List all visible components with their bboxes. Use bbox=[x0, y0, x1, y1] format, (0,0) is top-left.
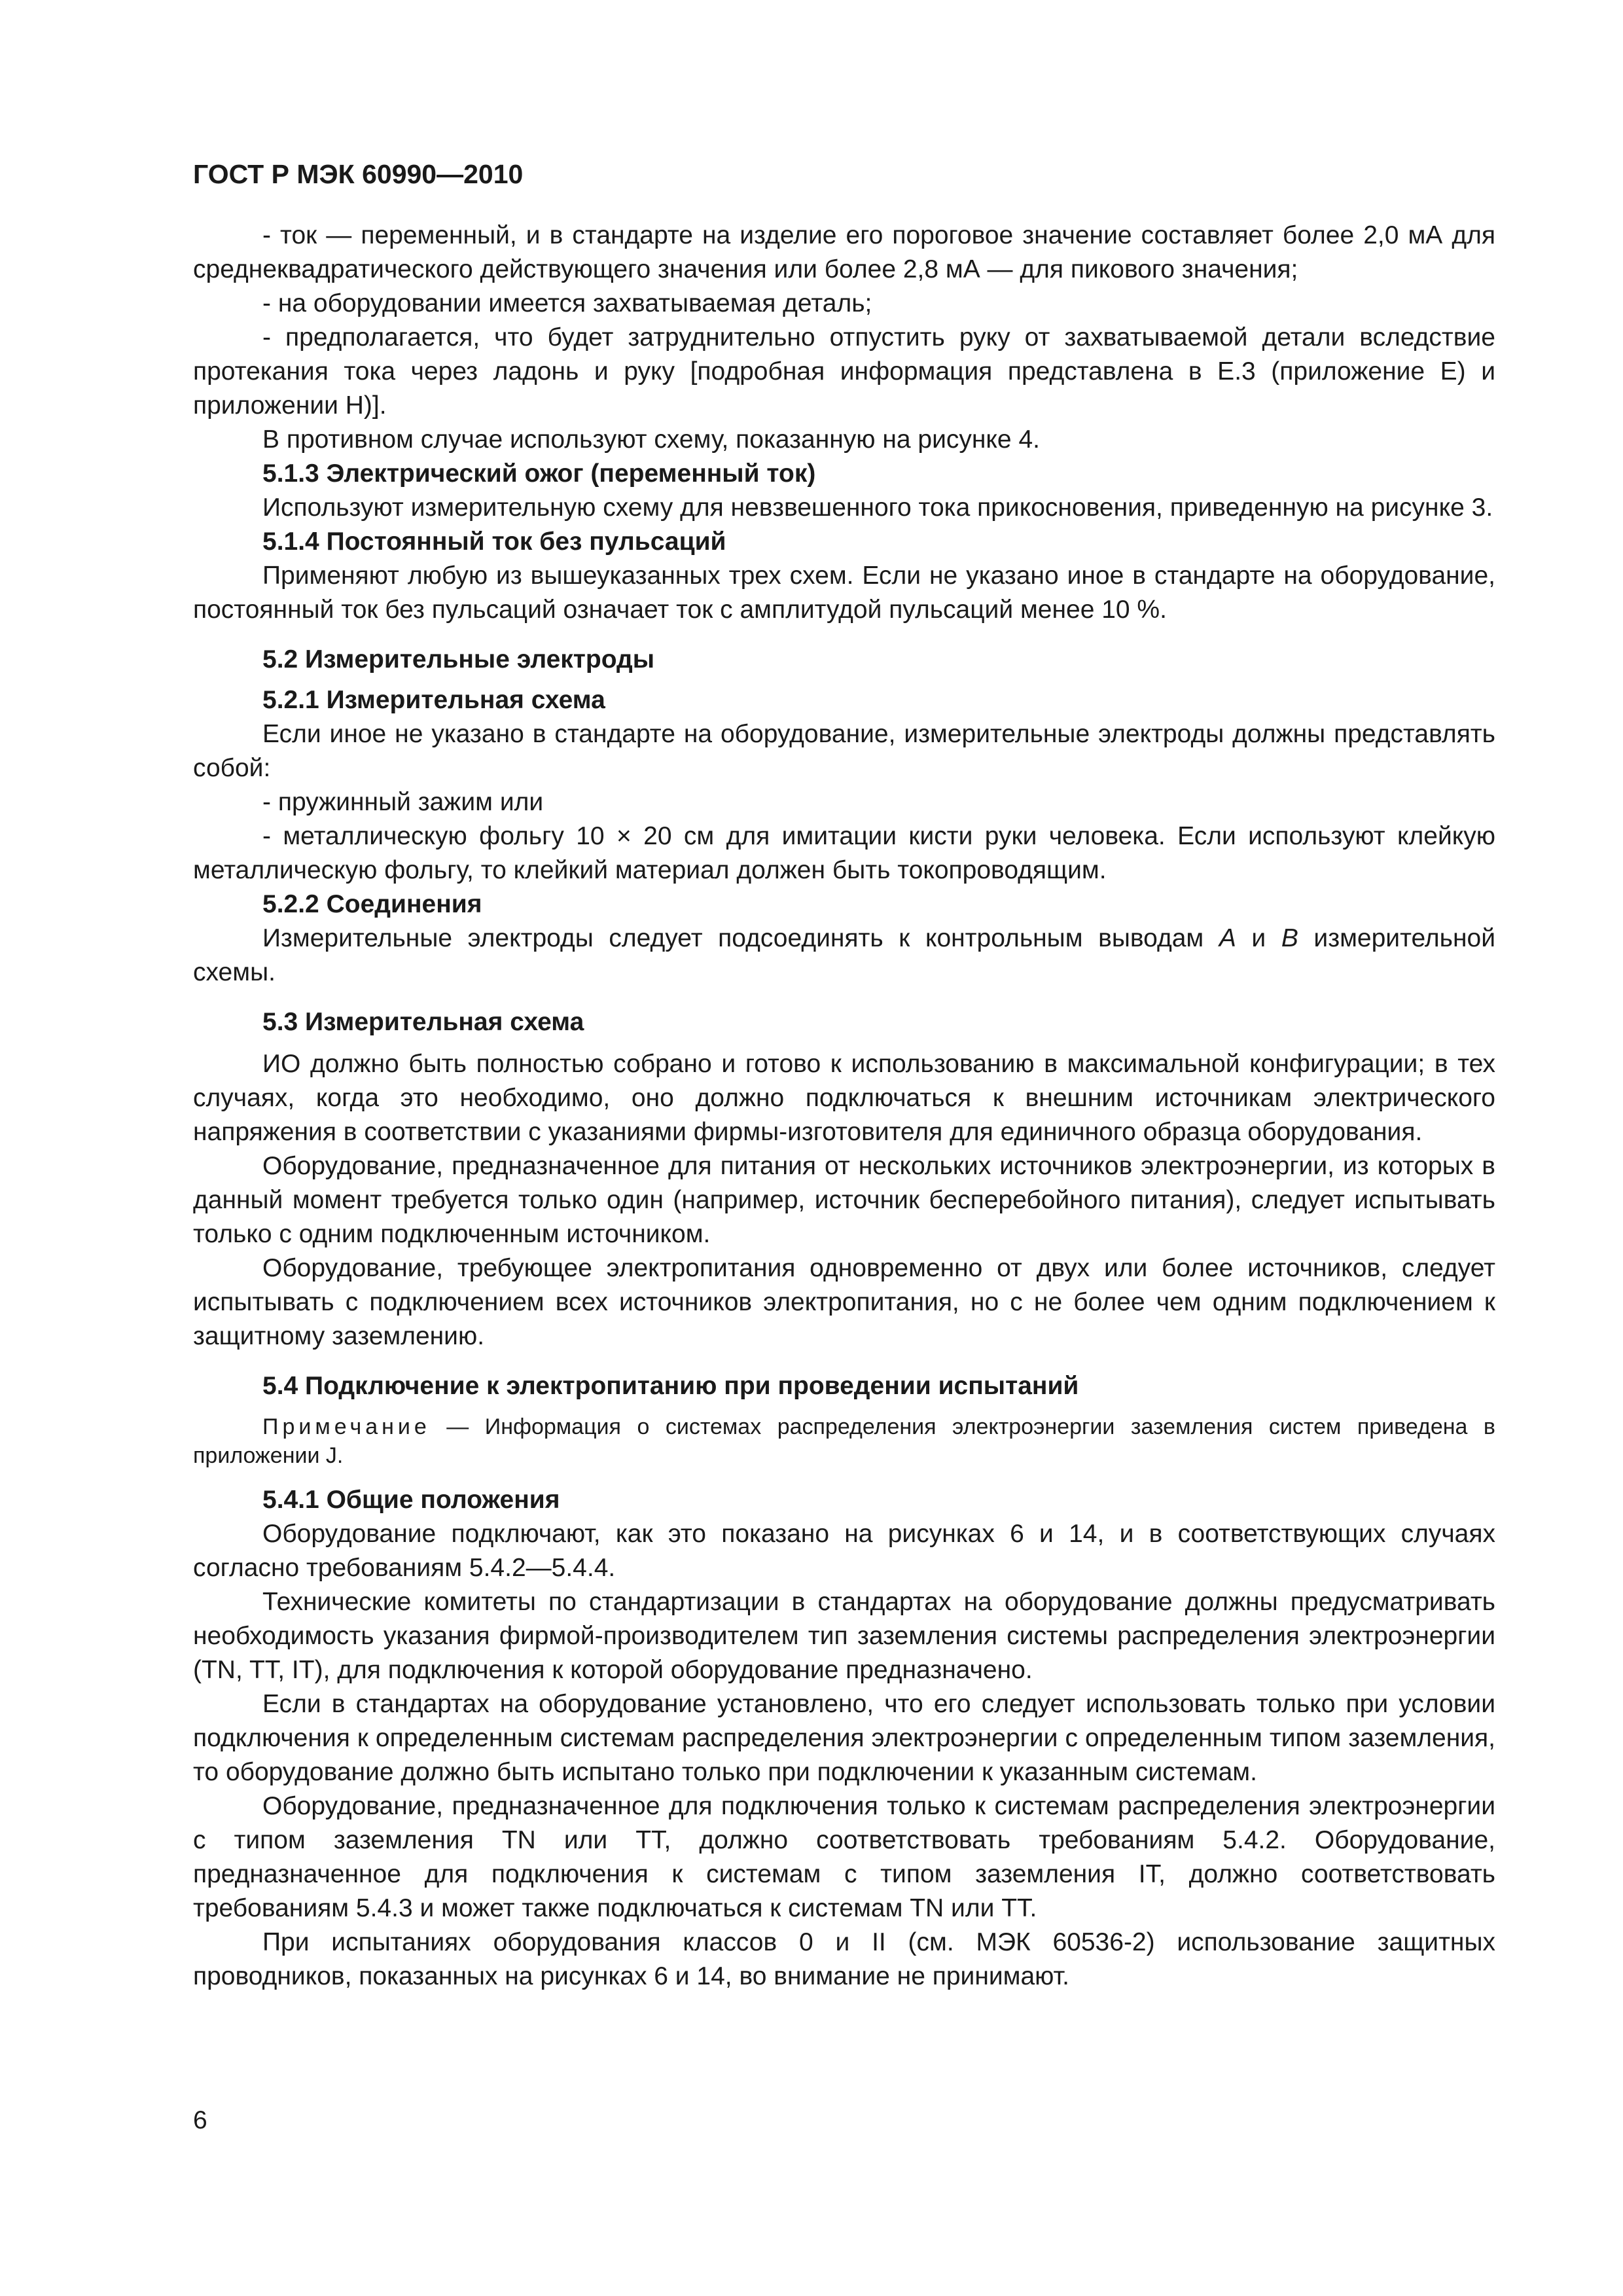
paragraph: - пружинный зажим или bbox=[262, 788, 544, 816]
section-heading-5-1-4: 5.1.4 Постоянный ток без пульсаций bbox=[262, 528, 726, 556]
note-text: — Информация о системах распределения электроэнергии заземления систем приведена в приложении J. bbox=[193, 1414, 1495, 1468]
paragraph: ИО должно быть полностью собрано и готово к использованию в максимальной конфигурации; в тех случаях, когда это необходимо, оно должно подключаться к внешним источникам электрического напряжения в соответствии с указаниями фирмы-изготовителя для единичного образца оборудования. bbox=[193, 1050, 1495, 1146]
section-heading-5-2-2: 5.2.2 Соединения bbox=[262, 890, 482, 918]
document-page bbox=[193, 157, 1495, 1994]
note-label: Примечание bbox=[262, 1414, 431, 1439]
text-run: измерительной схемы. bbox=[193, 924, 1495, 986]
terminal-label-a: А bbox=[1219, 924, 1236, 952]
paragraph: Используют измерительную схему для невзвешенного тока прикосновения, приведенную на рисунке 3. bbox=[262, 493, 1493, 522]
page-number: 6 bbox=[193, 2106, 207, 2134]
document-header: ГОСТ Р МЭК 60990—2010 bbox=[193, 159, 524, 189]
paragraph: Оборудование, предназначенное для подключения только к системам распределения электроэнергии с типом заземления TN или TT, должно соответствовать требованиям 5.4.2. Оборудование, предназначенное для подключения к системам с типом заземления IT, должно соответствовать требованиям 5.4.3 и может также подключаться к системам TN или TT. bbox=[193, 1792, 1495, 1922]
paragraph: Применяют любую из вышеуказанных трех схем. Если не указано иное в стандарте на оборудование, постоянный ток без пульсаций означает ток с амплитудой пульсаций менее 10 %. bbox=[193, 562, 1495, 624]
paragraph: При испытаниях оборудования классов 0 и II (см. МЭК 60536-2) использование защитных проводников, показанных на рисунках 6 и 14, во внимание не принимают. bbox=[193, 1928, 1495, 1990]
paragraph bbox=[193, 922, 1495, 990]
paragraph: В противном случае используют схему, показанную на рисунке 4. bbox=[262, 425, 1040, 454]
paragraph: - ток — переменный, и в стандарте на изделие его пороговое значение составляет более 2,0 мА для среднеквадратического действующего значения или более 2,8 мА — для пикового значения; bbox=[193, 221, 1495, 283]
paragraph: Если в стандартах на оборудование установлено, что его следует использовать только при условии подключения к определенным системам распределения электроэнергии с определенным типом заземления, то оборудование должно быть испытано только при подключении к указанным системам. bbox=[193, 1690, 1495, 1786]
section-heading-5-1-3: 5.1.3 Электрический ожог (переменный ток) bbox=[262, 459, 816, 488]
paragraph: Оборудование, требующее электропитания одновременно от двух или более источников, следует испытывать с подключением всех источников электропитания, но с не более чем одним подключением к защитному заземлению. bbox=[193, 1254, 1495, 1350]
paragraph: Если иное не указано в стандарте на оборудование, измерительные электроды должны представлять собой: bbox=[193, 720, 1495, 782]
paragraph: Оборудование подключают, как это показано на рисунках 6 и 14, и в соответствующих случаях согласно требованиям 5.4.2—5.4.4. bbox=[193, 1520, 1495, 1582]
section-heading-5-3: 5.3 Измерительная схема bbox=[262, 1008, 584, 1036]
section-heading-5-4-1: 5.4.1 Общие положения bbox=[262, 1486, 560, 1514]
paragraph: - предполагается, что будет затруднительно отпустить руку от захватываемой детали вследствие протекания тока через ладонь и руку [подробная информация представлена в Е.3 (приложение Е) и приложении Н)]. bbox=[193, 323, 1495, 420]
text-run: и bbox=[1236, 924, 1281, 952]
paragraph: - металлическую фольгу 10 × 20 см для имитации кисти руки человека. Если используют клейкую металлическую фольгу, то клейкий материал должен быть токопроводящим. bbox=[193, 822, 1495, 884]
paragraph: Технические комитеты по стандартизации в стандартах на оборудование должны предусматривать необходимость указания фирмой-производителем тип заземления системы распределения электроэнергии (TN, TT, IT), для подключения к которой оборудование предназначено. bbox=[193, 1588, 1495, 1684]
section-heading-5-4: 5.4 Подключение к электропитанию при проведении испытаний bbox=[262, 1372, 1079, 1400]
text-run: Измерительные электроды следует подсоединять к контрольным выводам bbox=[262, 924, 1219, 952]
terminal-label-b: В bbox=[1281, 924, 1298, 952]
note bbox=[193, 1412, 1495, 1470]
paragraph: Оборудование, предназначенное для питания от нескольких источников электроэнергии, из которых в данный момент требуется только один (например, источник бесперебойного питания), следует испытывать только с одним подключенным источником. bbox=[193, 1152, 1495, 1248]
section-heading-5-2-1: 5.2.1 Измерительная схема bbox=[262, 686, 605, 714]
paragraph: - на оборудовании имеется захватываемая деталь; bbox=[262, 289, 872, 317]
section-heading-5-2: 5.2 Измерительные электроды bbox=[262, 645, 655, 673]
